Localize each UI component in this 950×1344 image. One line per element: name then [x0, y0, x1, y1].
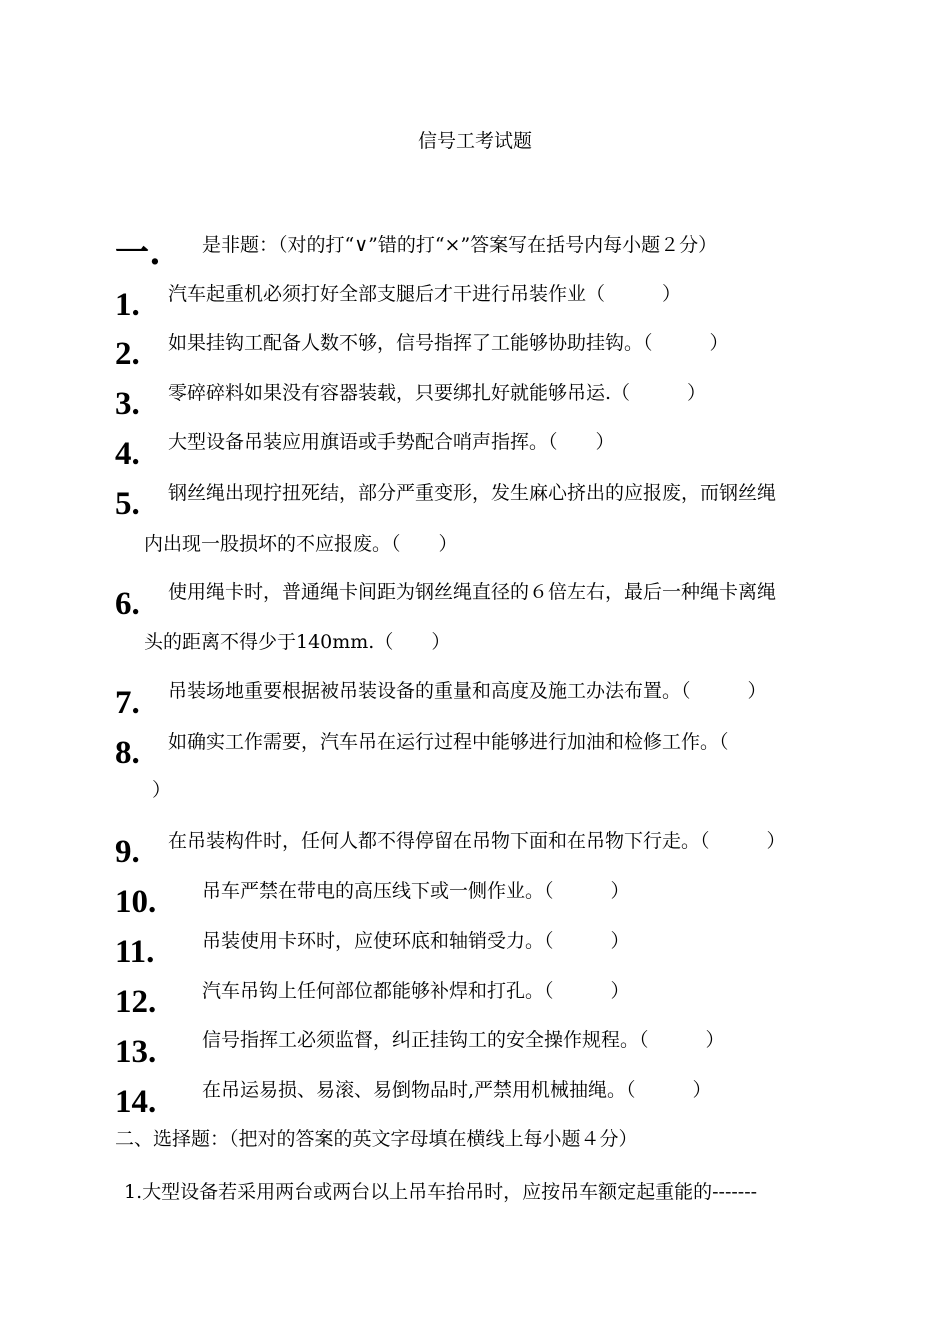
question-number: 11. — [115, 934, 155, 970]
section-2-heading: 二、选择题：（把对的答案的英文字母填在横线上每小题４分） — [115, 1128, 638, 1150]
question-text: 吊车严禁在带电的高压线下或一侧作业。（ ） — [202, 880, 630, 902]
question-number: 4. — [115, 436, 140, 472]
question-text: 汽车起重机必须打好全部支腿后才干进行吊装作业（ ） — [168, 283, 682, 305]
question-number: 7. — [115, 685, 140, 721]
question-number: 14. — [115, 1084, 157, 1120]
question-number: 9. — [115, 834, 140, 870]
section-1-heading: 是非题：（对的打“∨”错的打“×”答案写在括号内每小题２分） — [202, 234, 718, 256]
question-text: 信号指挥工必须监督，纠正挂钩工的安全操作规程。（ ） — [202, 1029, 725, 1051]
question-text: 如果挂钩工配备人数不够，信号指挥了工能够协助挂钩。（ ） — [168, 332, 729, 354]
page-title: 信号工考试题 — [417, 130, 532, 152]
question-number: 5. — [115, 486, 140, 522]
question-text: 在吊装构件时，任何人都不得停留在吊物下面和在吊物下行走。（ ） — [168, 830, 786, 852]
question-number: 10. — [115, 884, 157, 920]
question-text: 吊装使用卡环时，应使环底和轴销受力。（ ） — [202, 930, 630, 952]
question-number: 3. — [115, 386, 140, 422]
question-text: 零碎碎料如果没有容器装载，只要绑扎好就能够吊运.（ ） — [168, 382, 707, 404]
section-1-number: 一. — [115, 233, 161, 273]
question-text: 如确实工作需要，汽车吊在运行过程中能够进行加油和检修工作。（ — [168, 731, 729, 753]
section-2-question-1: 1.大型设备若采用两台或两台以上吊车抬吊时，应按吊车额定起重能的------- — [124, 1181, 758, 1203]
question-text: 大型设备吊装应用旗语或手势配合哨声指挥。（ ） — [168, 431, 615, 453]
question-text: 钢丝绳出现拧扭死结，部分严重变形，发生麻心挤出的应报废，而钢丝绳 — [168, 482, 777, 504]
question-number: 8. — [115, 735, 140, 771]
question-number: 1. — [115, 287, 140, 323]
question-number: 13. — [115, 1034, 157, 1070]
question-number: 6. — [115, 586, 140, 622]
question-text: 使用绳卡时，普通绳卡间距为钢丝绳直径的６倍左右，最后一种绳卡离绳 — [168, 581, 777, 603]
question-text: 汽车吊钩上任何部位都能够补焊和打孔。（ ） — [202, 980, 630, 1002]
question-text-continued: 内出现一股损坏的不应报废。（ ） — [144, 533, 458, 555]
question-text-continued: ） — [152, 779, 172, 801]
question-text-continued: 头的距离不得少于140mm.（ ） — [144, 631, 451, 653]
question-number: 2. — [115, 336, 140, 372]
question-text: 在吊运易损、易滚、易倒物品时,严禁用机械抽绳。（ ） — [202, 1079, 712, 1101]
question-number: 12. — [115, 984, 157, 1020]
question-text: 吊装场地重要根据被吊装设备的重量和高度及施工办法布置。（ ） — [168, 680, 767, 702]
